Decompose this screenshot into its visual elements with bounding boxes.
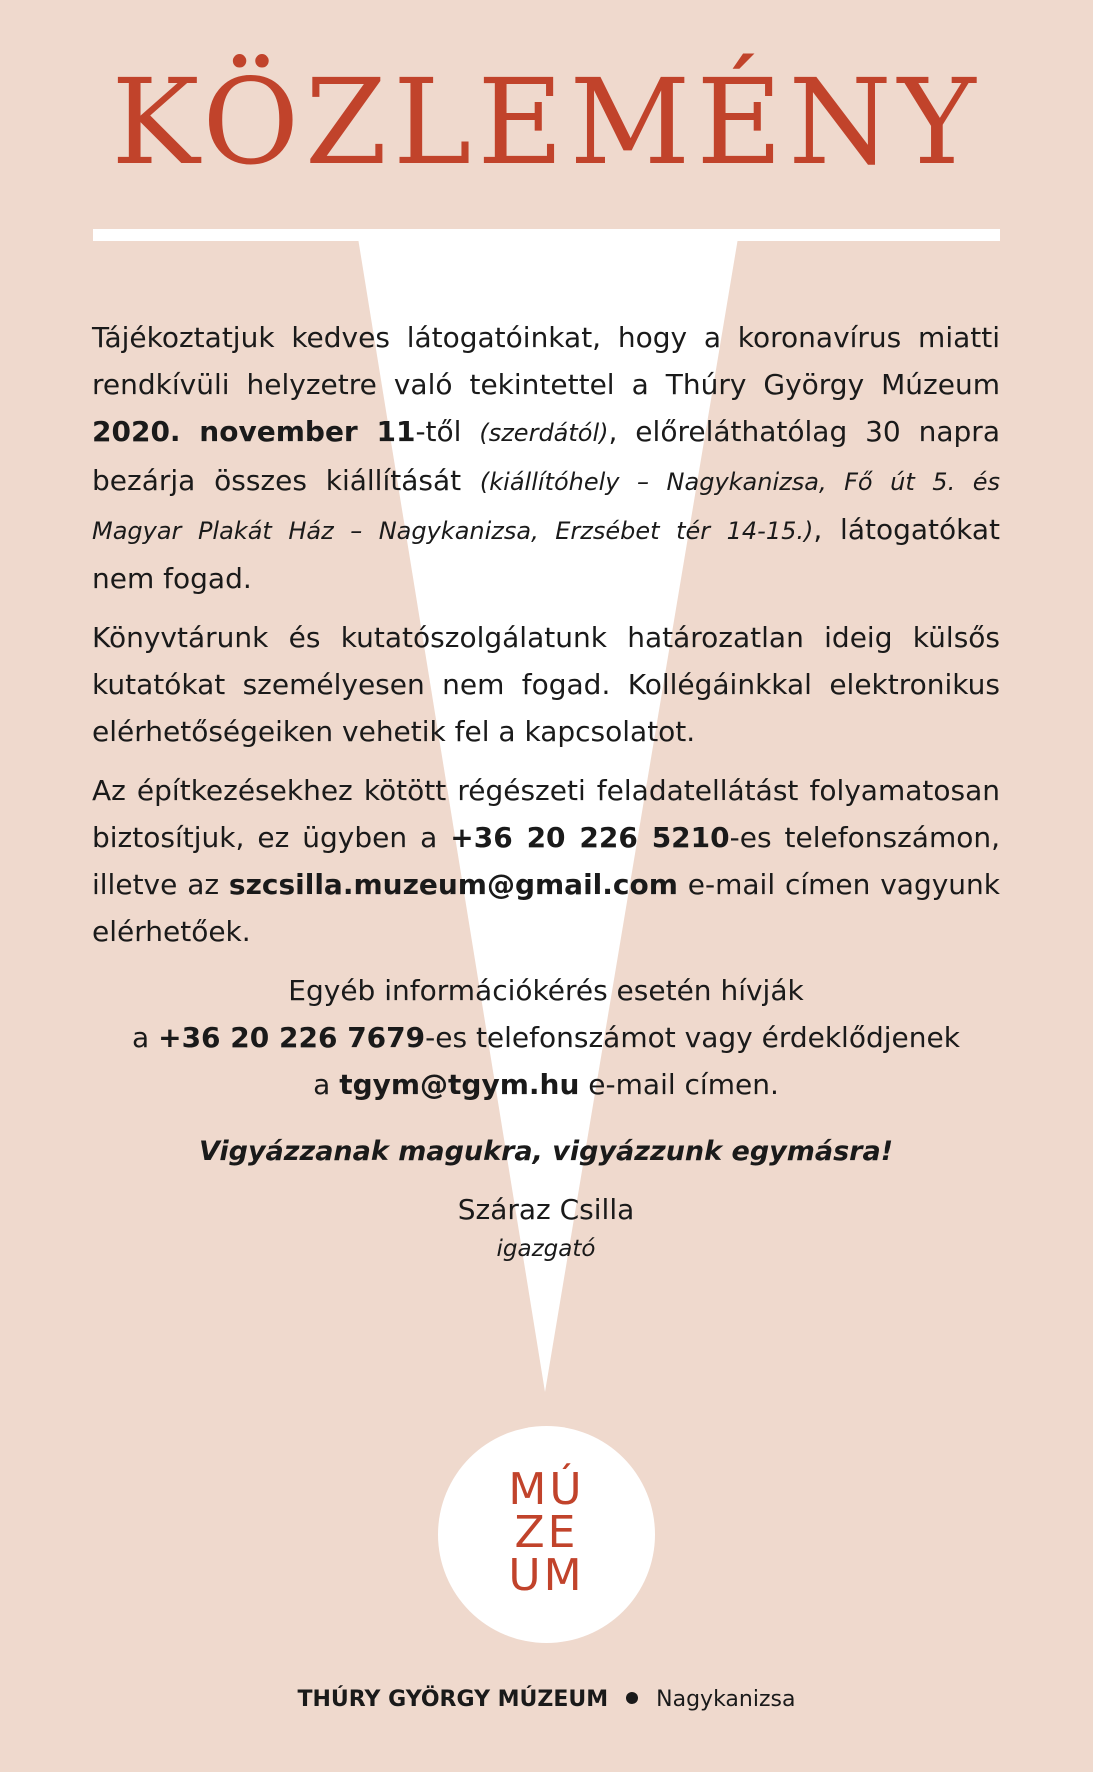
footer-city: Nagykanizsa	[656, 1687, 796, 1712]
museum-logo-text: MÚ ZE UM	[508, 1464, 585, 1601]
footer	[0, 1680, 1093, 1720]
announcement-body	[92, 314, 1000, 1120]
museum-logo	[438, 1426, 655, 1643]
archaeology-email[interactable]: szcsilla.muzeum@gmail.com	[228, 868, 678, 901]
paragraph-archaeology: Az építkezésekhez kötött régészeti feladatellátást folyamatosan biztosítjuk, ez ügyben a +36 20 226 5210-es telefonszámon, illetve az szcsilla.muzeum@gmail.com e-mail címen vagyunk elérhetőek.	[92, 774, 1000, 948]
venue-list: (kiállítóhely – Nagykanizsa, Fő út 5. és Magyar Plakát Ház – Nagykanizsa, Erzsébet tér 14-15.)	[92, 468, 1000, 545]
paragraph-info: Egyéb információkérés esetén hívják a +36 20 226 7679-es telefonszámot vagy érdeklődjenek a tgym@tgym.hu e-mail címen.	[132, 974, 960, 1101]
closure-date: 2020. november 11	[92, 415, 416, 448]
signature-role: igazgató	[496, 1236, 596, 1262]
title-underline	[93, 229, 1000, 241]
paragraph-library: Könyvtárunk és kutatószolgálatunk határozatlan ideig külsős kutatókat személyesen nem fogad. Kollégáinkkal elektronikus elérhetőségeiken vehetik fel a kapcsolatot.	[92, 621, 1000, 748]
page-title: KÖZLEMÉNY	[111, 53, 982, 191]
bullet-dot-icon	[626, 1692, 638, 1704]
footer-museum-name: THÚRY GYÖRGY MÚZEUM	[297, 1687, 609, 1712]
info-phone[interactable]: +36 20 226 7679	[158, 1021, 426, 1054]
signature-name: Száraz Csilla	[457, 1193, 635, 1226]
info-email[interactable]: tgym@tgym.hu	[339, 1068, 580, 1101]
archaeology-phone[interactable]: +36 20 226 5210	[450, 821, 730, 854]
closure-weekday: (szerdától)	[479, 419, 609, 447]
closing-message: Vigyázzanak magukra, vigyázzunk egymásra!	[198, 1136, 894, 1167]
paragraph-closure: Tájékoztatjuk kedves látogatóinkat, hogy a koronavírus miatti rendkívüli helyzetre való tekintettel a Thúry György Múzeum 2020. november 11-től (szerdától), előreláthatólag 30 napra bezárja összes kiállítását (kiállítóhely – Nagykanizsa, Fő út 5. és Magyar Plakát Ház – Nagykanizsa, Erzsébet tér 14-15.), látogatókat nem fogad.	[92, 321, 1000, 595]
